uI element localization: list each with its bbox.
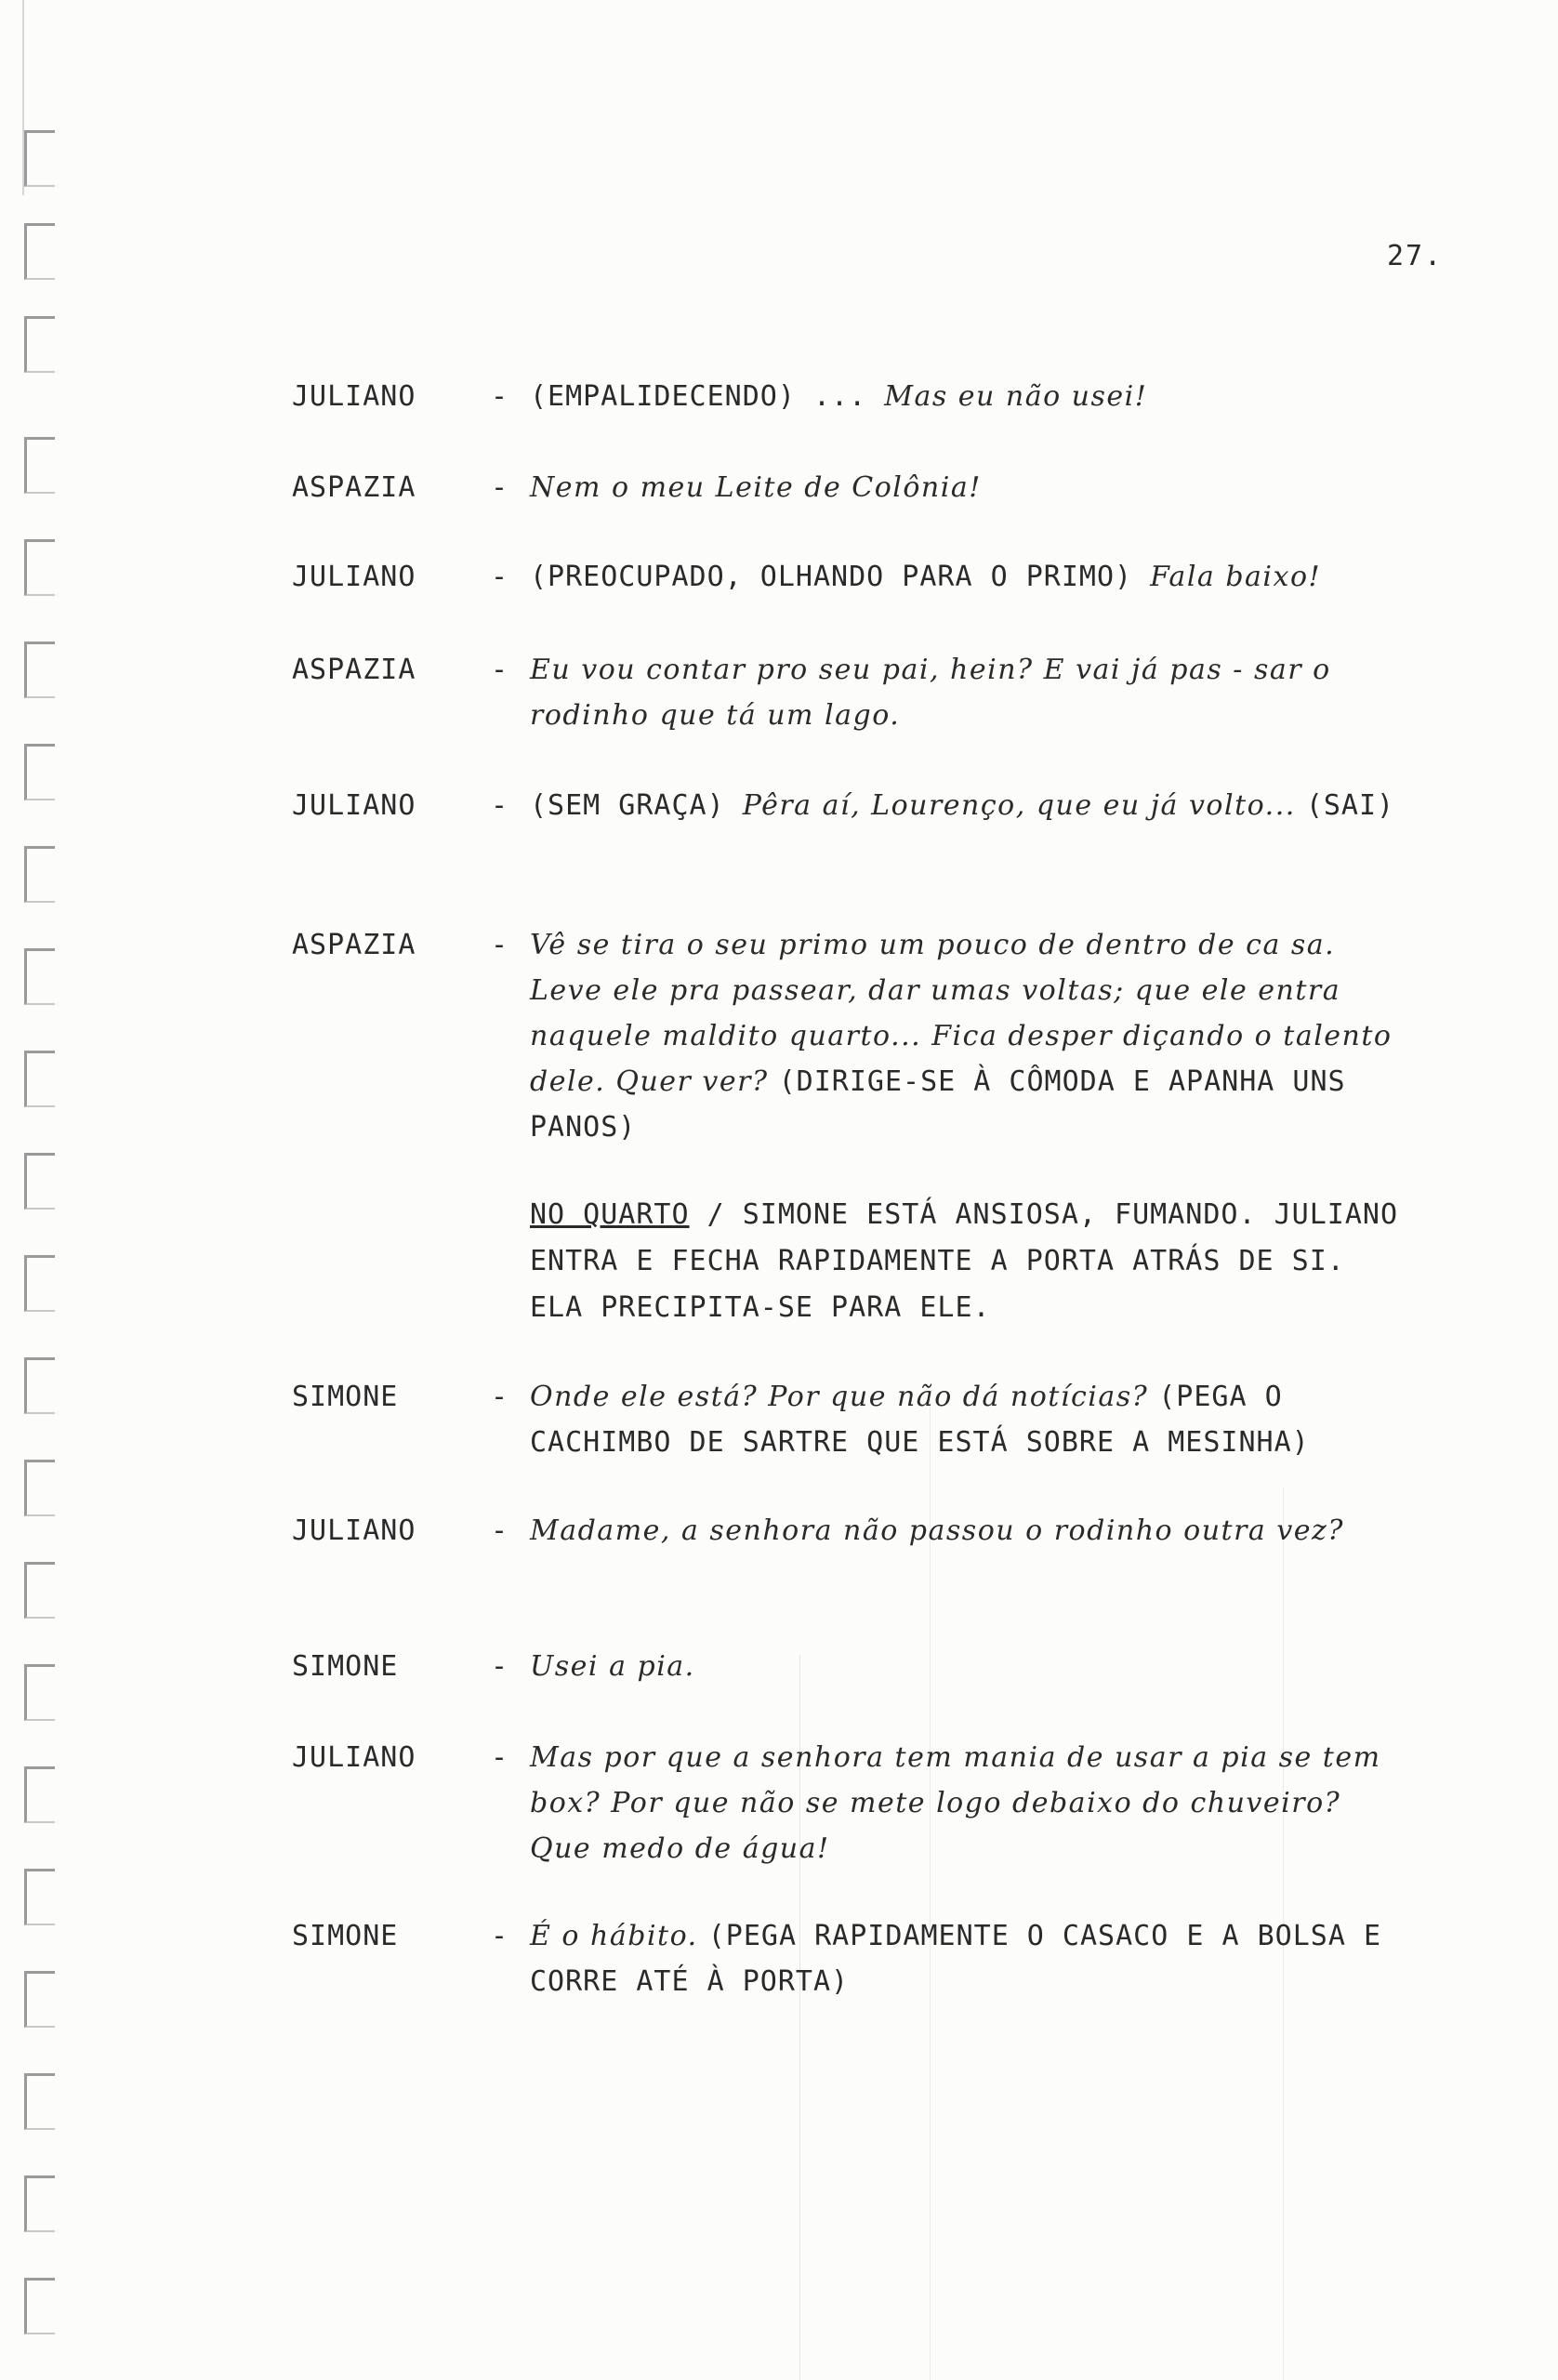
speech-text (530, 647, 1404, 738)
stage-direction: (PEGA RAPIDAMENTE O CASACO E A BOLSA E CORRE ATÉ À PORTA) (530, 1920, 1382, 1998)
speaker-name: JULIANO (292, 789, 416, 822)
dialogue-dash: - (491, 471, 508, 504)
stage-direction: (SEM GRAÇA) (530, 789, 743, 822)
binder-mark (24, 1766, 55, 1823)
spoken-line: Mas por que a senhora tem mania de usar a pia se tem box? Por que não se mete logo debaixo do chuveiro? Que medo de água! (530, 1741, 1381, 1865)
binder-mark (24, 846, 55, 903)
spoken-line: Pêra aí, Lourenço, que eu já volto... (742, 789, 1306, 822)
page-number: 27. (1387, 240, 1444, 272)
spoken-line: Vê se tira o seu primo um pouco de dentro de ca sa. Leve ele pra passear, dar umas voltas; que ele entra naquele maldito quarto... Fica desper diçando o talento dele. Quer ver? (530, 929, 1393, 1098)
spoken-line: Usei a pia. (530, 1650, 695, 1683)
speaker-name: SIMONE (292, 1381, 399, 1413)
binder-mark (24, 223, 55, 280)
binder-mark (24, 2175, 55, 2232)
binder-mark (24, 316, 55, 373)
stage-direction: (PEGA O CACHIMBO DE SARTRE QUE ESTÁ SOBRE A MESINHA) (530, 1381, 1310, 1459)
dialogue-dash: - (491, 789, 508, 822)
spoken-line: É o hábito. (530, 1920, 708, 1952)
dialogue-dash: - (491, 1381, 508, 1413)
binder-mark (24, 641, 55, 698)
speech-text (530, 374, 1404, 419)
dialogue-dash: - (491, 1650, 508, 1683)
binder-mark (24, 1153, 55, 1210)
binder-mark (24, 130, 55, 187)
speaker-name: JULIANO (292, 561, 416, 593)
binder-mark (24, 1664, 55, 1721)
speech-text (530, 1644, 1404, 1689)
speaker-name: ASPAZIA (292, 929, 416, 961)
binder-mark (24, 1051, 55, 1107)
binder-mark (24, 1869, 55, 1925)
speech-text (530, 1913, 1404, 2004)
speaker-name: JULIANO (292, 380, 416, 413)
binder-mark (24, 1357, 55, 1414)
spoken-line: Fala baixo! (1150, 561, 1322, 593)
stage-direction: (SAI) (1305, 789, 1395, 822)
speech-text (530, 554, 1404, 600)
speech-text (530, 783, 1404, 828)
speaker-name: ASPAZIA (292, 471, 416, 504)
binder-mark (24, 1971, 55, 2028)
binder-mark (24, 1460, 55, 1516)
dialogue-dash: - (491, 380, 508, 413)
binder-mark (24, 1562, 55, 1619)
spoken-line: Onde ele está? Por que não dá notícias? (530, 1381, 1159, 1413)
binder-mark (24, 948, 55, 1005)
scene-description: / SIMONE ESTÁ ANSIOSA, FUMANDO. JULIANO ENTRA E FECHA RAPIDAMENTE A PORTA ATRÁS DE SI. ELA PRECIPITA-SE PARA ELE. (530, 1198, 1399, 1324)
scene-location: NO QUARTO (530, 1198, 690, 1231)
speaker-name: SIMONE (292, 1920, 399, 1952)
dialogue-dash: - (491, 654, 508, 686)
spoken-line: Nem o meu Leite de Colônia! (530, 471, 982, 504)
scene-direction (530, 1192, 1404, 1331)
spoken-line: Madame, a senhora não passou o rodinho outra vez? (530, 1514, 1344, 1547)
stage-direction: (PREOCUPADO, OLHANDO PARA O PRIMO) (530, 561, 1151, 593)
speaker-name: ASPAZIA (292, 654, 416, 686)
dialogue-dash: - (491, 1514, 508, 1547)
binder-mark (24, 2278, 55, 2334)
speech-text (530, 1374, 1404, 1465)
stage-direction: (DIRIGE-SE À CÔMODA E APANHA UNS PANOS) (530, 1065, 1346, 1144)
stage-direction: (EMPALIDECENDO) ... (530, 380, 885, 413)
speaker-name: JULIANO (292, 1514, 416, 1547)
spoken-line: Eu vou contar pro seu pai, hein? E vai já pas - sar o rodinho que tá um lago. (530, 654, 1331, 732)
dialogue-dash: - (491, 561, 508, 593)
dialogue-dash: - (491, 929, 508, 961)
speech-text (530, 465, 1404, 510)
binder-mark (24, 437, 55, 494)
speaker-name: SIMONE (292, 1650, 399, 1683)
speaker-name: JULIANO (292, 1741, 416, 1774)
dialogue-dash: - (491, 1741, 508, 1774)
binder-mark (24, 1255, 55, 1312)
binder-mark (24, 539, 55, 596)
spoken-line: Mas eu não usei! (884, 380, 1148, 413)
speech-text (530, 1508, 1404, 1554)
dialogue-dash: - (491, 1920, 508, 1952)
speech-text (530, 922, 1404, 1150)
scan-artifact (22, 0, 24, 195)
binder-mark (24, 744, 55, 800)
binder-mark (24, 2073, 55, 2130)
speech-text (530, 1735, 1404, 1871)
